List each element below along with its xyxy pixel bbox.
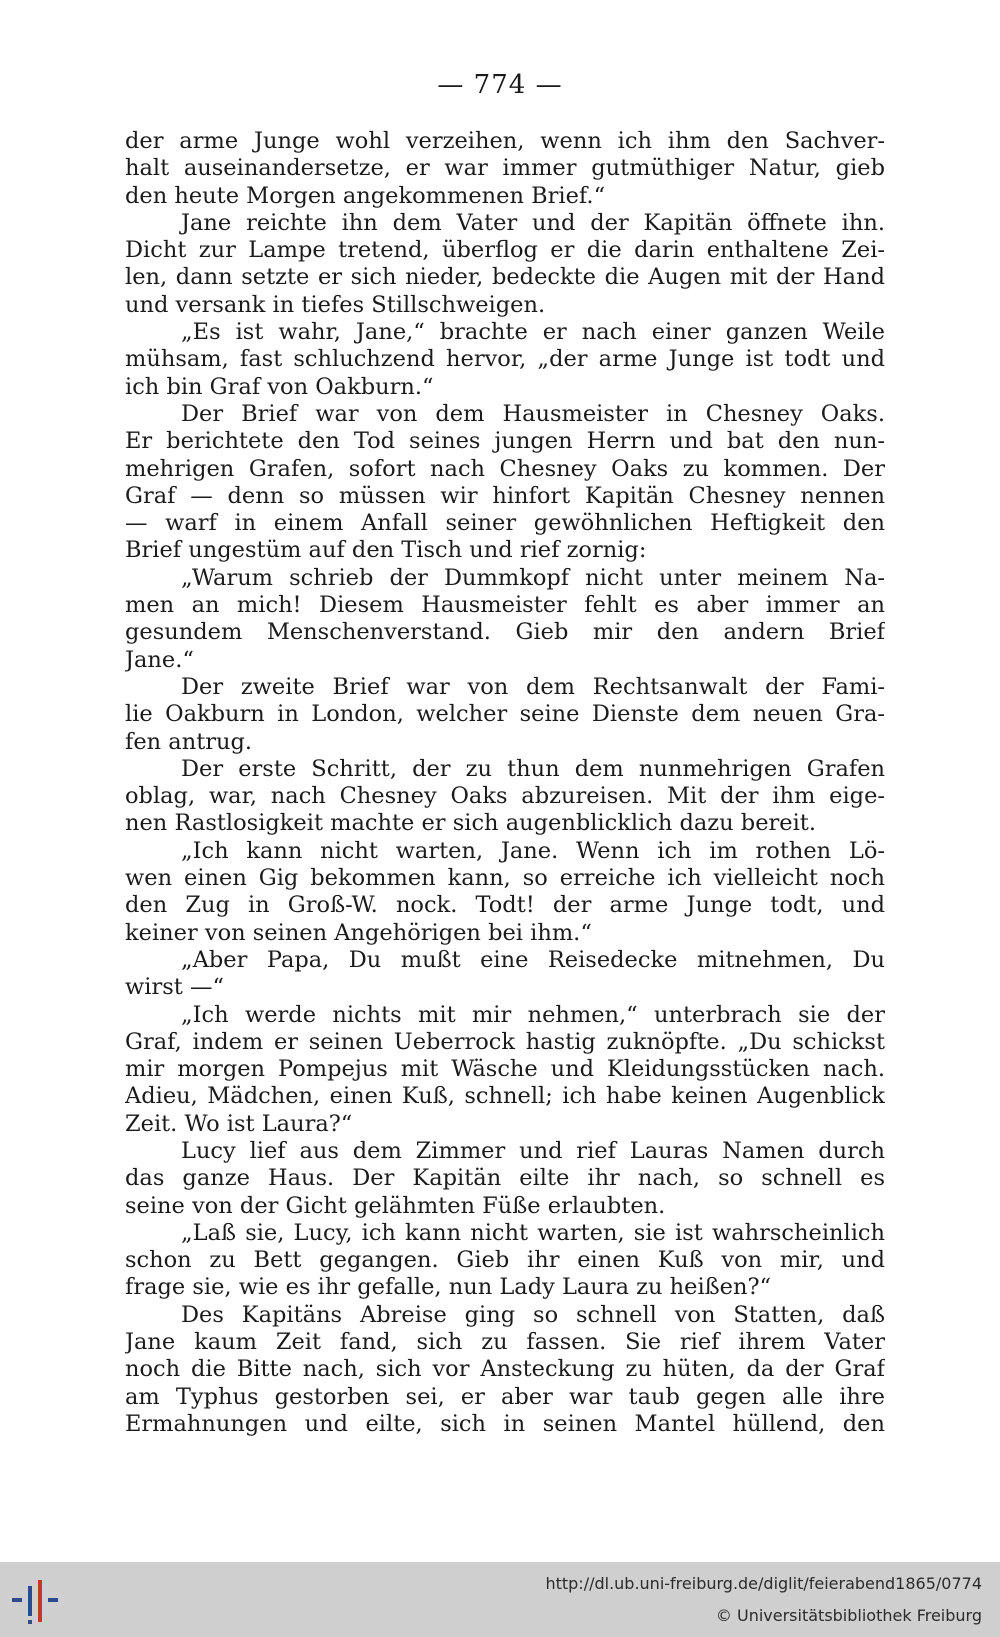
- text-line: Jane.“: [125, 646, 194, 673]
- text-line: frage sie, wie es ihr gefalle, nun Lady Laura zu heißen?“: [125, 1274, 772, 1301]
- text-line: nen Rastlosigkeit machte er sich augenblicklich dazu bereit.: [125, 810, 816, 837]
- text-line: noch die Bitte nach, sich vor Ansteckung zu hüten, da der Graf: [125, 1356, 885, 1383]
- text-line: Der zweite Brief war von dem Rechtsanwalt der Fami-: [181, 673, 885, 700]
- text-line: das ganze Haus. Der Kapitän eilte ihr nach, so schnell es: [125, 1165, 885, 1192]
- text-line: Brief ungestüm auf den Tisch und rief zornig:: [125, 537, 647, 564]
- text-line: keiner von seinen Angehörigen bei ihm.“: [125, 919, 592, 946]
- text-line: „Laß sie, Lucy, ich kann nicht warten, sie ist wahrscheinlich: [181, 1219, 885, 1246]
- text-line: Ermahnungen und eilte, sich in seinen Mantel hüllend, den: [125, 1410, 885, 1437]
- text-line: seine von der Gicht gelähmten Füße erlaubten.: [125, 1192, 666, 1219]
- text-line: gesundem Menschenverstand. Gieb mir den andern Brief: [125, 619, 885, 646]
- ub-freiburg-logo-icon[interactable]: [8, 1576, 64, 1626]
- text-line: Des Kapitäns Abreise ging so schnell von Statten, daß: [181, 1301, 885, 1328]
- text-line: schon zu Bett gegangen. Gieb ihr einen Kuß von mir, und: [125, 1247, 885, 1274]
- text-line: len, dann setzte er sich nieder, bedeckte die Augen mit der Hand: [125, 264, 885, 291]
- text-line: mir morgen Pompejus mit Wäsche und Kleidungsstücken nach.: [125, 1056, 885, 1083]
- text-line: oblag, war, nach Chesney Oaks abzureisen. Mit der ihm eige-: [125, 783, 885, 810]
- text-line: Dicht zur Lampe tretend, überflog er die darin enthaltene Zei-: [125, 237, 885, 264]
- text-line: Er berichtete den Tod seines jungen Herrn und bat den nun-: [125, 428, 885, 455]
- text-line: Lucy lief aus dem Zimmer und rief Lauras Namen durch: [181, 1137, 885, 1164]
- text-line: Graf — denn so müssen wir hinfort Kapitän Chesney nennen: [125, 482, 885, 509]
- text-line: — warf in einem Anfall seiner gewöhnlichen Heftigkeit den: [125, 510, 885, 537]
- footer-bar: [0, 1562, 1000, 1637]
- text-line: Zeit. Wo ist Laura?“: [125, 1110, 353, 1137]
- text-line: Adieu, Mädchen, einen Kuß, schnell; ich habe keinen Augenblick: [125, 1083, 885, 1110]
- text-line: Jane kaum Zeit fand, sich zu fassen. Sie rief ihrem Vater: [125, 1329, 885, 1356]
- text-line: Graf, indem er seinen Ueberrock hastig zuknöpfte. „Du schickst: [125, 1028, 885, 1055]
- text-line: men an mich! Diesem Hausmeister fehlt es aber immer an: [125, 592, 885, 619]
- text-line: fen antrug.: [125, 728, 253, 755]
- body-text: [125, 128, 885, 1438]
- source-url-link[interactable]: http://dl.ub.uni-freiburg.de/diglit/feierabend1865/0774: [545, 1574, 982, 1593]
- text-line: „Ich werde nichts mit mir nehmen,“ unterbrach sie der: [181, 1001, 885, 1028]
- text-line: ich bin Graf von Oakburn.“: [125, 373, 434, 400]
- text-line: halt auseinandersetze, er war immer gutmüthiger Natur, gieb: [125, 155, 885, 182]
- text-line: der arme Junge wohl verzeihen, wenn ich ihm den Sachver-: [125, 128, 885, 154]
- text-line: mühsam, fast schluchzend hervor, „der arme Junge ist todt und: [125, 346, 885, 373]
- text-line: „Ich kann nicht warten, Jane. Wenn ich im rothen Lö-: [181, 837, 885, 864]
- text-line: Der Brief war von dem Hausmeister in Chesney Oaks.: [181, 400, 885, 427]
- text-line: mehrigen Grafen, sofort nach Chesney Oaks zu kommen. Der: [125, 455, 885, 482]
- text-line: den Zug in Groß-W. nock. Todt! der arme Junge todt, und: [125, 892, 885, 919]
- text-line: „Aber Papa, Du mußt eine Reisedecke mitnehmen, Du: [181, 946, 885, 973]
- text-line: Jane reichte ihn dem Vater und der Kapitän öffnete ihn.: [181, 209, 885, 236]
- text-line: „Warum schrieb der Dummkopf nicht unter meinem Na-: [181, 564, 885, 591]
- text-line: wirst —“: [125, 974, 224, 1001]
- text-line: „Es ist wahr, Jane,“ brachte er nach einer ganzen Weile: [181, 319, 885, 346]
- text-line: am Typhus gestorben sei, er aber war taub gegen alle ihre: [125, 1383, 885, 1410]
- page-number: — 774 —: [437, 70, 563, 100]
- text-line: wen einen Gig bekommen kann, so erreiche ich vielleicht noch: [125, 865, 885, 892]
- text-line: Der erste Schritt, der zu thun dem nunmehrigen Grafen: [181, 755, 885, 782]
- text-line: und versank in tiefes Stillschweigen.: [125, 291, 546, 318]
- copyright-notice: © Universitätsbibliothek Freiburg: [715, 1606, 982, 1625]
- text-line: lie Oakburn in London, welcher seine Dienste dem neuen Gra-: [125, 701, 885, 728]
- text-line: den heute Morgen angekommenen Brief.“: [125, 182, 606, 209]
